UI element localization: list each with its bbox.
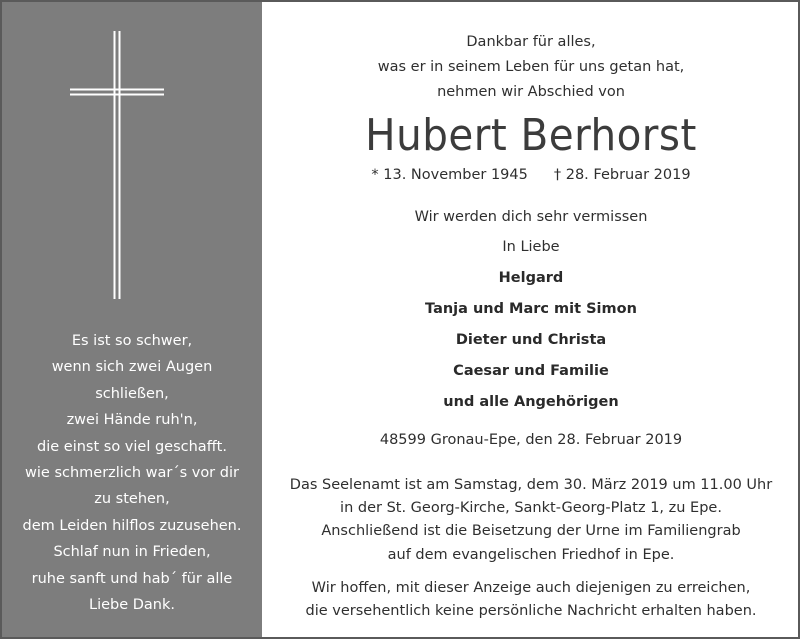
poem-line: ruhe sanft und hab´ für alle bbox=[31, 570, 233, 587]
mourner: Tanja und Marc mit Simon bbox=[425, 301, 637, 317]
left-panel bbox=[2, 2, 262, 637]
poem-line: schließen, bbox=[95, 385, 169, 402]
life-dates bbox=[264, 167, 798, 183]
intro-line: Dankbar für alles, bbox=[466, 34, 596, 50]
love-line: In Liebe bbox=[502, 239, 560, 255]
intro-line: was er in seinem Leben für uns getan hat, bbox=[377, 59, 685, 75]
cross-icon bbox=[70, 31, 164, 299]
poem bbox=[2, 328, 262, 618]
deceased-name: Hubert Berhorst bbox=[365, 110, 697, 161]
death-date: † 28. Februar 2019 bbox=[553, 167, 691, 183]
service-line: auf dem evangelischen Friedhof in Epe. bbox=[387, 547, 675, 563]
service-line: in der St. Georg-Kirche, Sankt-Georg-Platz 1, zu Epe. bbox=[340, 500, 722, 516]
intro-line: nehmen wir Abschied von bbox=[437, 84, 625, 100]
mourner: Dieter und Christa bbox=[455, 332, 607, 348]
poem-line: Schlaf nun in Frieden, bbox=[53, 544, 211, 561]
right-panel bbox=[264, 2, 798, 637]
poem-line: Es ist so schwer, bbox=[71, 333, 193, 349]
miss-line: Wir werden dich sehr vermissen bbox=[414, 209, 648, 225]
birth-date: * 13. November 1945 bbox=[371, 167, 528, 183]
service-line: Anschließend ist die Beisetzung der Urne im Familiengrab bbox=[321, 523, 741, 539]
mourner: und alle Angehörigen bbox=[443, 394, 619, 410]
poem-line: dem Leiden hilflos zuzusehen. bbox=[22, 517, 242, 534]
poem-line: wenn sich zwei Augen bbox=[51, 359, 213, 376]
closing-line: Wir hoffen, mit dieser Anzeige auch diejenigen zu erreichen, bbox=[311, 580, 751, 596]
poem-line: zwei Hände ruh'n, bbox=[66, 412, 198, 429]
place-date: 48599 Gronau-Epe, den 28. Februar 2019 bbox=[379, 432, 683, 448]
mourner: Caesar und Familie bbox=[453, 363, 609, 379]
poem-line: zu stehen, bbox=[94, 491, 170, 508]
poem-line: wie schmerzlich war´s vor dir bbox=[25, 465, 239, 482]
service-line: Das Seelenamt ist am Samstag, dem 30. März 2019 um 11.00 Uhr bbox=[289, 477, 773, 493]
mourner: Helgard bbox=[498, 270, 564, 286]
poem-line: die einst so viel geschafft. bbox=[37, 438, 227, 455]
closing-line: die versehentlich keine persönliche Nachricht erhalten haben. bbox=[305, 603, 757, 619]
poem-line: Liebe Dank. bbox=[88, 597, 175, 614]
